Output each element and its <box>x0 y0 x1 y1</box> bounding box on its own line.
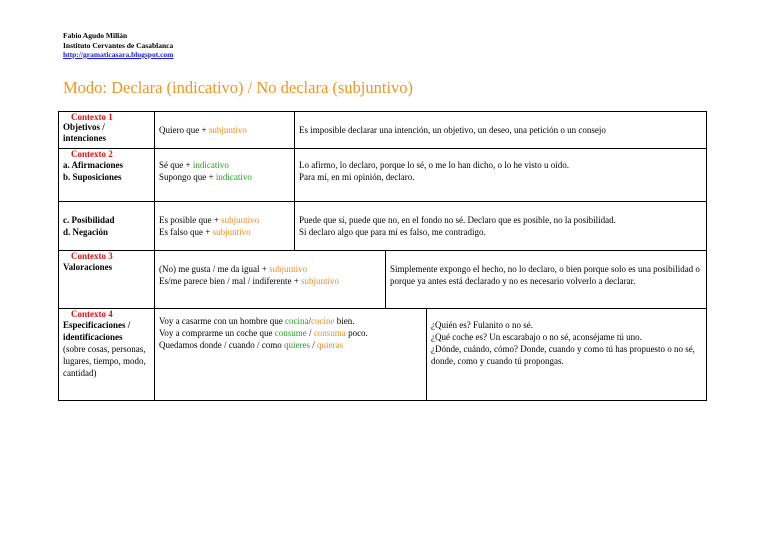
context-title-line1: c. Posibilidad <box>63 215 115 225</box>
explanation-text: Lo afirmo, lo declaro, porque lo sé, o me lo han dicho, o lo he visto u oído. <box>299 160 569 170</box>
marker-text: Es falso que + <box>159 227 213 237</box>
marker-cell <box>155 202 295 251</box>
question-line: ¿Dónde, cuándo, cómo? Donde, cuando y como tú has propuesto o no sé, donde, como y cuando tú propongas. <box>431 344 695 366</box>
context-title-line2: identificaciones <box>63 332 123 342</box>
explanation-cell <box>295 202 707 251</box>
mode-indicativo: indicativo <box>192 160 229 170</box>
table-row-posibilidad-negacion <box>59 202 707 251</box>
mode-table <box>58 111 707 401</box>
context-label: Contexto 3 <box>71 251 113 261</box>
mode-indicativo: quieres <box>283 340 310 350</box>
mode-subjuntivo: subjuntivo <box>269 264 308 274</box>
marker-cell <box>155 112 295 149</box>
context-title-line1: Especificaciones / <box>63 320 131 330</box>
marker-text: Es/me parece bien / mal / indiferente + <box>159 276 302 286</box>
context-label: Contexto 1 <box>71 112 113 122</box>
question-line: ¿Qué coche es? Un escarabajo o no sé, aconséjame tú uno. <box>431 332 642 342</box>
questions-cell <box>427 309 707 401</box>
context-title-line1: Valoraciones <box>63 262 113 272</box>
marker-text: Sé que + <box>159 160 193 170</box>
marker-text: Quiero que + <box>159 125 209 135</box>
marker-cell <box>155 149 295 202</box>
table-row-contexto-1 <box>59 112 707 149</box>
marker-text: (No) me gusta / me da igual + <box>159 264 270 274</box>
blog-link[interactable]: http://gramaticasara.blogspot.com <box>63 50 174 59</box>
context-title-line2: intenciones <box>63 133 107 143</box>
explanation-text: Para mí, en mi opinión, declaro. <box>299 172 415 182</box>
question-line: ¿Quién es? Fulanito o no sé. <box>431 320 533 330</box>
example-line-3: Quedamos donde / cuando / como quieres / quieras <box>159 340 343 350</box>
explanation-text: Si declaro algo que para mí es falso, me contradigo. <box>299 227 486 237</box>
explanation-text: Simplemente expongo el hecho, no lo declaro, o bien porque solo es una posibilidad o porque ya antes está declarado y no es necesario volverlo a declarar. <box>390 264 700 286</box>
mode-indicativo: indicativo <box>215 172 252 182</box>
explanation-cell <box>295 112 707 149</box>
mode-indicativo: consume <box>274 328 307 338</box>
mode-subjuntivo: subjuntivo <box>208 125 247 135</box>
context-title-line1: Objetivos / <box>63 122 105 132</box>
mode-subjuntivo: subjuntivo <box>301 276 340 286</box>
marker-cell <box>155 251 386 309</box>
table-row-contexto-2 <box>59 149 707 202</box>
mode-subjuntivo: subjuntivo <box>221 215 260 225</box>
examples-cell <box>155 309 427 401</box>
example-line-1: Voy a casarme con un hombre que cocina/cocine bien. <box>159 316 355 326</box>
context-description: (sobre cosas, personas, lugares, tiempo, modo, cantidad) <box>63 344 146 378</box>
context-cell <box>59 309 155 401</box>
table-row-contexto-4 <box>59 309 707 401</box>
context-cell <box>59 251 155 309</box>
marker-text: Es posible que + <box>159 215 222 225</box>
page-title: Modo: Declara (indicativo) / No declara (subjuntivo) <box>63 78 414 97</box>
mode-subjuntivo: consuma <box>313 328 346 338</box>
mode-subjuntivo: subjuntivo <box>212 227 251 237</box>
explanation-text: Puede que sí, puede que no, en el fondo no sé. Declaro que es posible, no la posibilidad. <box>299 215 616 225</box>
mode-subjuntivo: quieras <box>317 340 343 350</box>
explanation-cell <box>295 149 707 202</box>
table-row-contexto-3 <box>59 251 707 309</box>
institute-name: Instituto Cervantes de Casablanca <box>63 40 174 50</box>
context-title-line2: b. Suposiciones <box>63 172 122 182</box>
explanation-text: Es imposible declarar una intención, un objetivo, un deseo, una petición o un consejo <box>299 125 606 135</box>
context-cell <box>59 112 155 149</box>
example-line-2: Voy a comprarme un coche que consume / consuma poco. <box>159 328 368 338</box>
marker-text: Supongo que + <box>159 172 216 182</box>
mode-subjuntivo: cocine <box>311 316 335 326</box>
context-cell <box>59 202 155 251</box>
context-label: Contexto 2 <box>71 149 113 159</box>
context-cell <box>59 149 155 202</box>
context-title-line2: d. Negación <box>63 227 108 237</box>
author-name: Fabio Agudo Millán <box>63 31 128 40</box>
mode-indicativo: cocina <box>285 316 309 326</box>
context-title-line1: a. Afirmaciones <box>63 160 123 170</box>
explanation-cell <box>386 251 707 309</box>
context-label: Contexto 4 <box>71 309 113 319</box>
document-header <box>63 31 173 60</box>
